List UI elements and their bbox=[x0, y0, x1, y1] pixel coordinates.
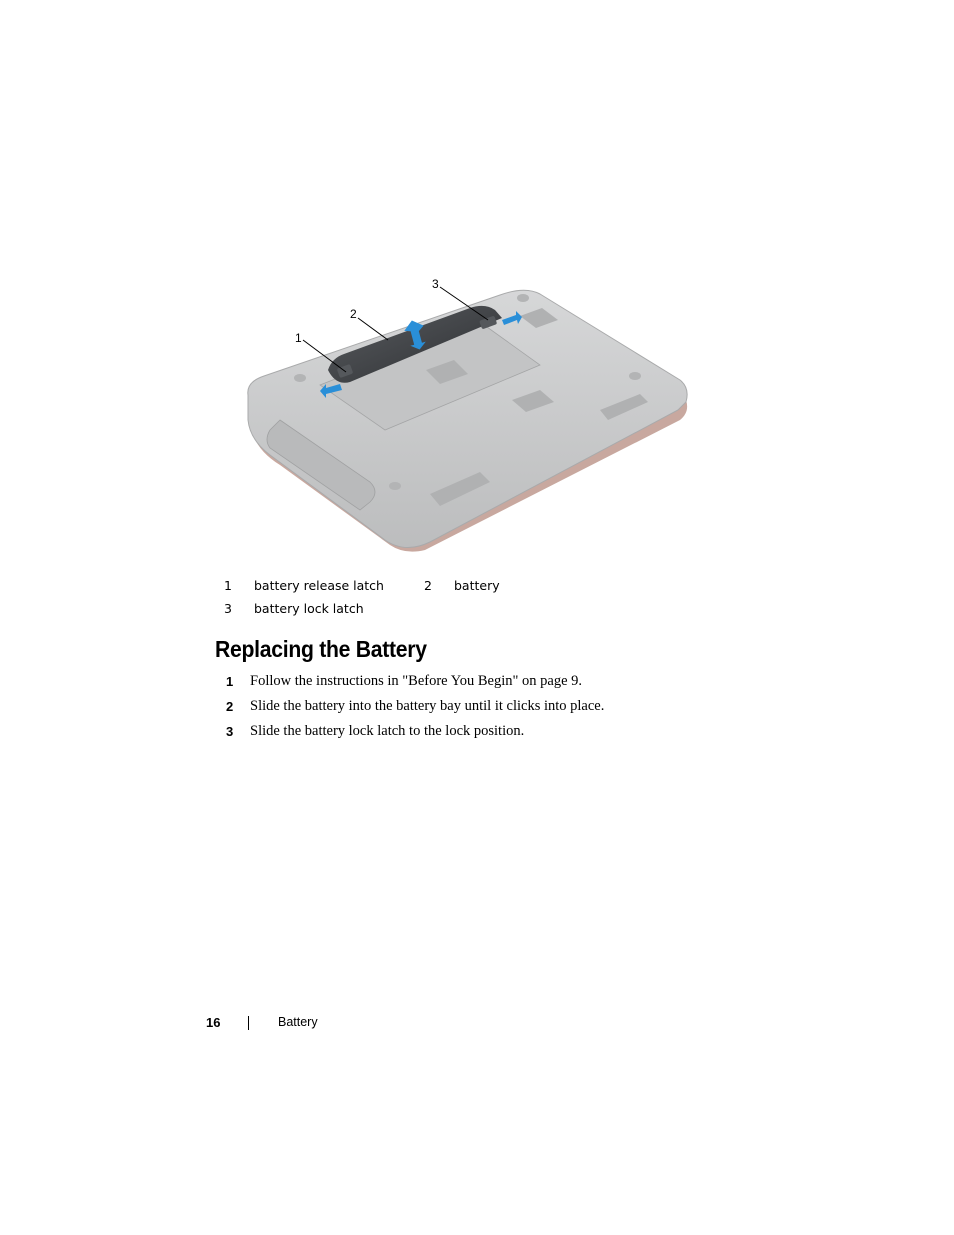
footer-section-name: Battery bbox=[278, 1015, 318, 1029]
laptop-battery-diagram bbox=[240, 270, 700, 560]
callout-1: 1 bbox=[295, 331, 302, 345]
legend-number: 1 bbox=[224, 578, 232, 593]
legend-number: 2 bbox=[424, 578, 432, 593]
step-text: Slide the battery lock latch to the lock position. bbox=[250, 723, 525, 739]
step-number: 3 bbox=[226, 724, 234, 739]
step-number: 2 bbox=[226, 699, 234, 714]
legend-label: battery lock latch bbox=[254, 601, 364, 616]
step-text: Follow the instructions in "Before You Begin" on page 9. bbox=[250, 673, 583, 689]
callout-2: 2 bbox=[350, 307, 357, 321]
step-text: Slide the battery into the battery bay until it clicks into place. bbox=[250, 698, 605, 714]
legend-label: battery bbox=[454, 578, 500, 593]
legend-number: 3 bbox=[224, 601, 232, 616]
callout-3: 3 bbox=[432, 277, 439, 291]
laptop-bottom-illustration bbox=[240, 270, 700, 560]
step-number: 1 bbox=[226, 674, 234, 689]
page-number: 16 bbox=[206, 1015, 221, 1030]
footer-divider bbox=[248, 1016, 249, 1030]
legend-label: battery release latch bbox=[254, 578, 384, 593]
section-heading: Replacing the Battery bbox=[215, 636, 427, 662]
